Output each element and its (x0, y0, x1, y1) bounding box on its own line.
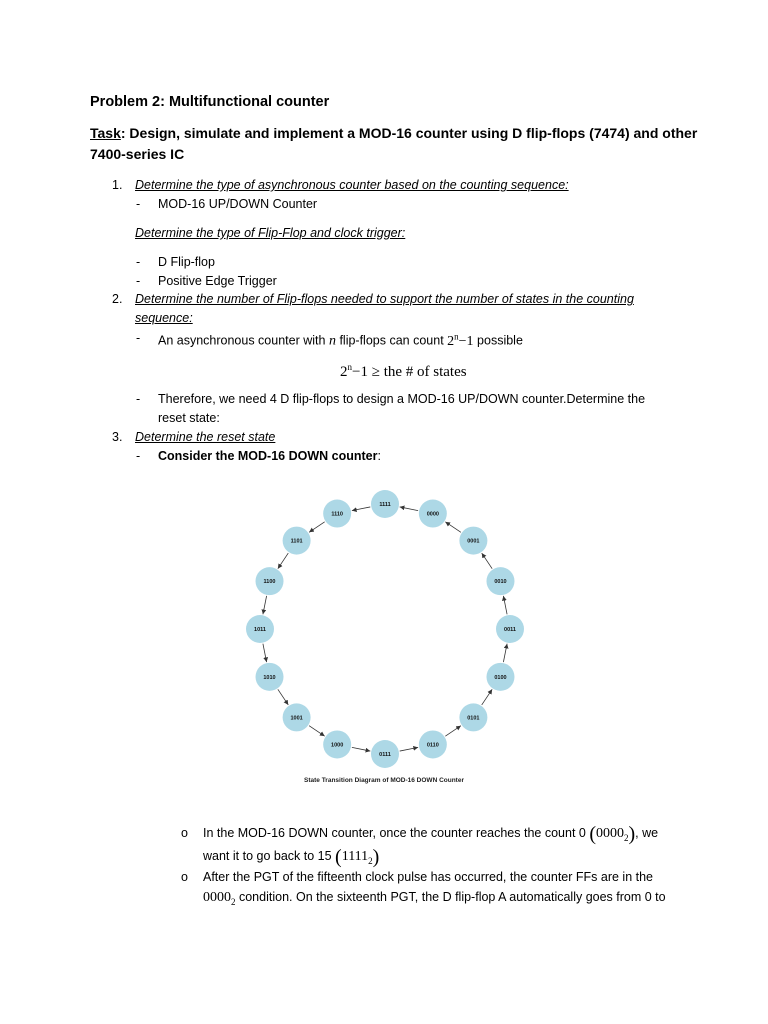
state-label: 1111 (379, 502, 391, 508)
step3-title: Determine the reset state (135, 430, 276, 444)
bullet-dash: - (136, 392, 141, 406)
state-label: 0100 (494, 674, 507, 681)
bullet-dash: - (136, 331, 141, 345)
step2-bullet1: An asynchronous counter with n flip-flops can count $2^n-1$ possible (158, 331, 523, 349)
state-label: 1110 (331, 511, 343, 518)
step1-number: 1. (112, 178, 123, 192)
task-line2: 7400-series IC (90, 146, 185, 162)
step2-title-line1: Determine the number of Flip-flops needed to support the number of states in the counting (135, 292, 634, 306)
transition-arrow (352, 507, 370, 511)
state-label: 1001 (290, 715, 303, 722)
note-marker: o (181, 826, 188, 840)
page-title: Problem 2: Multifunctional counter (90, 94, 330, 110)
note2-line1: After the PGT of the fifteenth clock pulse has occurred, the counter FFs are in the (203, 870, 653, 884)
state-label: 1011 (254, 627, 266, 633)
task-line1: : Design, simulate and implement a MOD-16 counter using D flip-flops (7474) and other (120, 125, 698, 141)
state-label: 0110 (426, 742, 439, 749)
state-label: 0001 (467, 538, 480, 545)
step1-title: Determine the type of asynchronous counter based on the counting sequence: (135, 178, 569, 192)
transition-arrow (309, 522, 325, 532)
bullet-dash: - (136, 255, 141, 269)
state-label: 1100 (263, 579, 276, 586)
state-label: 0101 (467, 715, 480, 722)
transition-arrow (278, 689, 288, 705)
transition-arrow (482, 553, 492, 569)
state-label: 1000 (331, 742, 344, 749)
step1-subtitle: Determine the type of Flip-Flop and clock trigger: (135, 226, 406, 240)
state-label: 0011 (504, 627, 516, 633)
transition-arrow (309, 726, 325, 736)
step3-number: 3. (112, 430, 123, 444)
bullet-dash: - (136, 197, 141, 211)
step2-number: 2. (112, 292, 123, 306)
transition-arrow (263, 644, 267, 662)
transition-arrow (400, 747, 418, 751)
bullet-dash: - (136, 274, 141, 288)
diagram-title: State Transition Diagram of MOD-16 DOWN Counter (304, 777, 464, 784)
transition-arrow (263, 596, 267, 614)
transition-arrow (445, 522, 461, 532)
transition-arrow (445, 726, 461, 736)
step3-bullet: Consider the MOD-16 DOWN counter: (158, 449, 381, 463)
transition-arrow (503, 596, 507, 614)
step1-bullet-dflipflop: D Flip-flop (158, 255, 215, 269)
bullet-dash: - (136, 449, 141, 463)
transition-arrow (352, 747, 370, 751)
step2-bullet2-line1: Therefore, we need 4 D flip-flops to design a MOD-16 UP/DOWN counter.Determine the (158, 392, 646, 406)
note2-line2: $0000_2$ condition. On the sixteenth PGT, the D flip-flop A automatically goes from 0 to (203, 890, 666, 907)
inequality-equation: $2^n-1$ ≥ the # of states (340, 362, 467, 380)
state-label: 0111 (379, 752, 391, 758)
task-label: Task (90, 125, 121, 141)
step1-bullet: MOD-16 UP/DOWN Counter (158, 197, 318, 211)
step2-title-line2: sequence: (135, 311, 193, 325)
transition-arrow (400, 507, 418, 511)
note1-line1: In the MOD-16 DOWN counter, once the counter reaches the count 0 $(0000_2)$, we (203, 823, 659, 845)
state-label: 0010 (494, 579, 507, 586)
transition-arrow (278, 553, 288, 569)
note1-line2: want it to go back to 15 $(1111_2)$ (203, 846, 380, 868)
step1-bullet-edge: Positive Edge Trigger (158, 274, 277, 288)
state-label: 0000 (426, 511, 439, 518)
state-transition-diagram (232, 476, 538, 790)
state-label: 1101 (290, 538, 303, 545)
transition-arrow (482, 689, 492, 705)
note-marker: o (181, 870, 188, 884)
step2-bullet2-line2: reset state: (158, 411, 220, 425)
task-statement (90, 125, 697, 141)
state-label: 1010 (263, 674, 276, 681)
transition-arrow (503, 644, 507, 662)
